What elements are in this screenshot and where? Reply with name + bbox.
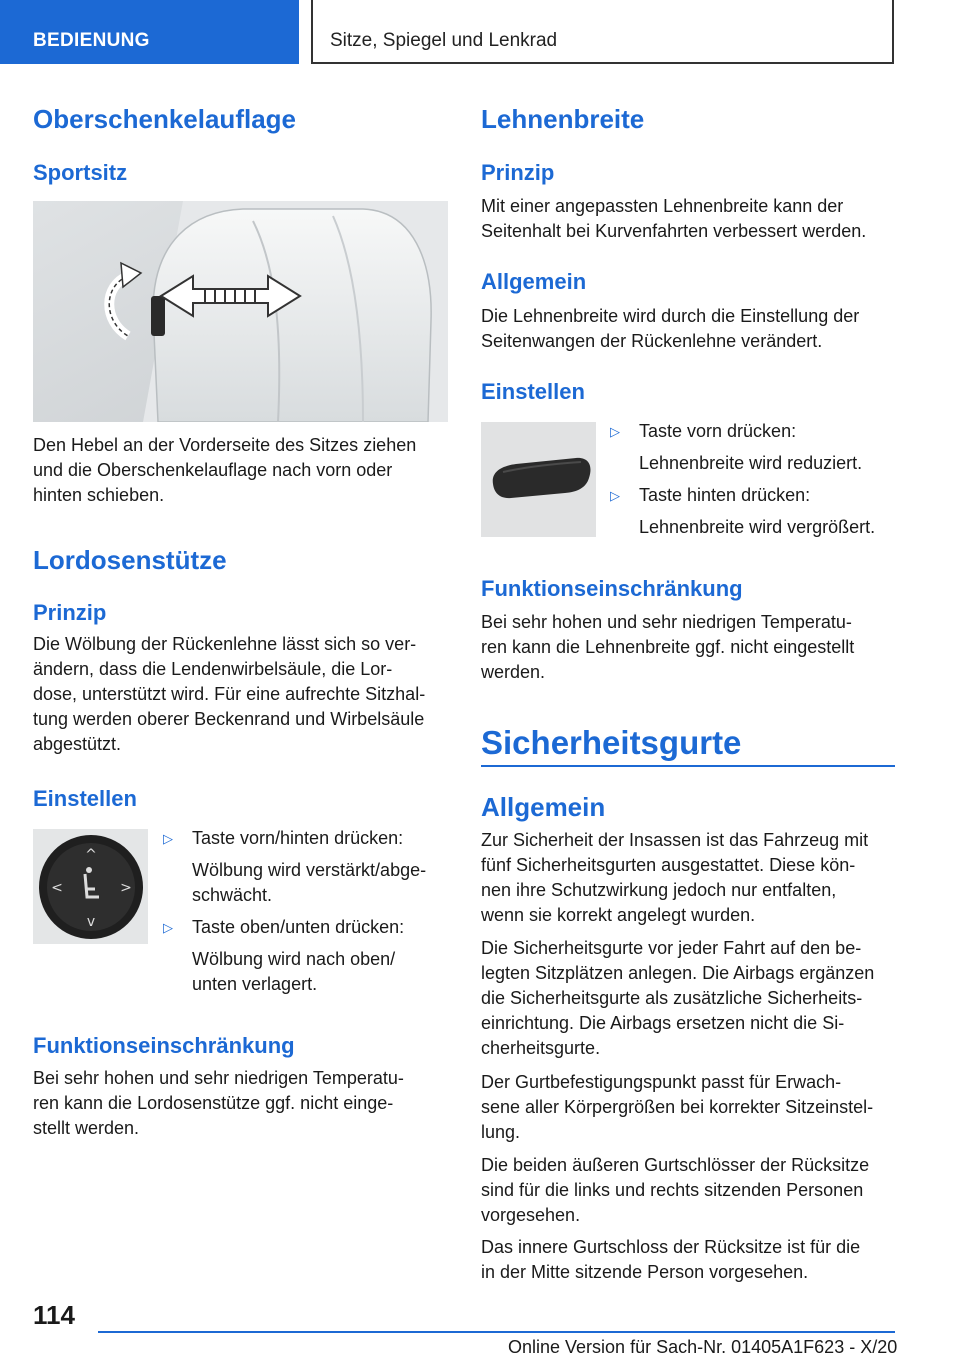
section-title: BEDIENUNG: [33, 30, 150, 51]
belt-paragraph-5: Das innere Gurtschloss der Rücksitze ist für die in der Mitte sitzende Person vorgesehen.: [481, 1237, 861, 1282]
triangle-right-outline-icon: ▷: [610, 424, 620, 439]
online-version-note: Online Version für Sach-Nr. 01405A1F623 - X/20: [508, 1337, 898, 1357]
width-control-photo: [481, 422, 596, 537]
belt-paragraph-3: Der Gurtbefestigungspunkt passt für Erwach- sene aller Körpergrößen bei korrekter Sitzeinstel- lung.: [481, 1072, 874, 1142]
heading-prinzip-right: Prinzip: [481, 160, 555, 185]
lumbar-limitation-paragraph: Bei sehr hohen und sehr niedrigen Temperatu- ren kann die Lordosenstütze ggf. nicht einge- stellt werden.: [33, 1068, 404, 1138]
svg-text:<: <: [51, 880, 63, 896]
chapter-title: Sitze, Spiegel und Lenkrad: [330, 30, 558, 51]
width-principle-paragraph: Mit einer angepassten Lehnenbreite kann der Seitenhalt bei Kurvenfahrten verbessert werden.: [481, 196, 867, 241]
thigh-paragraph: Den Hebel an der Vorderseite des Sitzes ziehen und die Oberschenkelauflage nach vorn oder hinten schieben.: [33, 435, 417, 505]
heading-einstellen-right: Einstellen: [481, 379, 585, 404]
heading-sicherheitsgurte: Sicherheitsgurte: [481, 724, 742, 761]
svg-text:^: ^: [85, 847, 97, 863]
width-button-illustration: [481, 422, 596, 537]
footer-divider: [98, 1331, 895, 1333]
width-general-paragraph: Die Lehnenbreite wird durch die Einstellung der Seitenwangen der Rückenlehne verändert.: [481, 306, 860, 351]
heading-lehnenbreite: Lehnenbreite: [481, 104, 645, 134]
section-divider: [481, 765, 895, 767]
width-limitation-paragraph: Bei sehr hohen und sehr niedrigen Temperatu- ren kann die Lehnenbreite ggf. nicht eingestellt werden.: [481, 612, 855, 682]
heading-einstellen-left: Einstellen: [33, 786, 137, 811]
svg-text:>: >: [120, 880, 132, 896]
lumbar-principle-paragraph: Die Wölbung der Rückenlehne lässt sich so ver- ändern, dass die Lendenwirbelsäule, die Lor- dose, unterstützt wird. Für eine aufrechte Sitzhal- tung werden oberer Beckenrand und Wirbelsäule abgestützt.: [33, 634, 426, 754]
belt-paragraph-1: Zur Sicherheit der Insassen ist das Fahrzeug mit fünf Sicherheitsgurten ausgestattet. Diese kön- nen ihre Schutzwirkung jedoch nur entfalten, wenn sie korrekt angelegt wurden.: [481, 830, 869, 925]
heading-lordosenstuetze: Lordosenstütze: [33, 545, 227, 575]
section-tab: [0, 0, 299, 64]
svg-text:v: v: [86, 914, 96, 930]
heading-allgemein-right: Allgemein: [481, 269, 587, 294]
chapter-header: [311, 0, 894, 64]
lumbar-button-illustration: [33, 829, 148, 944]
heading-funktion-left: Funktionseinschränkung: [33, 1033, 295, 1058]
belt-paragraph-2: Die Sicherheitsgurte vor jeder Fahrt auf den be- legten Sitzplätzen anlegen. Die Airbags ergänzen die Sicherheitsgurte als zusätzliche Sicherheits- einrichtung. Die Airbags ersetzen nicht die Si- cherheitsgurte.: [481, 938, 875, 1058]
heading-prinzip-left: Prinzip: [33, 600, 107, 625]
heading-sportsitz: Sportsitz: [33, 160, 128, 185]
heading-funktion-right: Funktionseinschränkung: [481, 576, 743, 601]
page-number: 114: [33, 1300, 75, 1330]
heading-oberschenkelauflage: Oberschenkelauflage: [33, 104, 296, 134]
lumbar-control-photo: [33, 829, 148, 944]
triangle-right-outline-icon: ▷: [610, 488, 620, 503]
triangle-right-outline-icon: ▷: [163, 831, 173, 846]
triangle-right-outline-icon: ▷: [163, 920, 173, 935]
seat-illustration: [33, 201, 448, 422]
belt-paragraph-4: Die beiden äußeren Gurtschlösser der Rücksitze sind für die links und rechts sitzenden Personen vorgesehen.: [481, 1155, 870, 1225]
thigh-support-photo: [33, 201, 448, 422]
heading-allgemein-belts: Allgemein: [481, 792, 606, 822]
